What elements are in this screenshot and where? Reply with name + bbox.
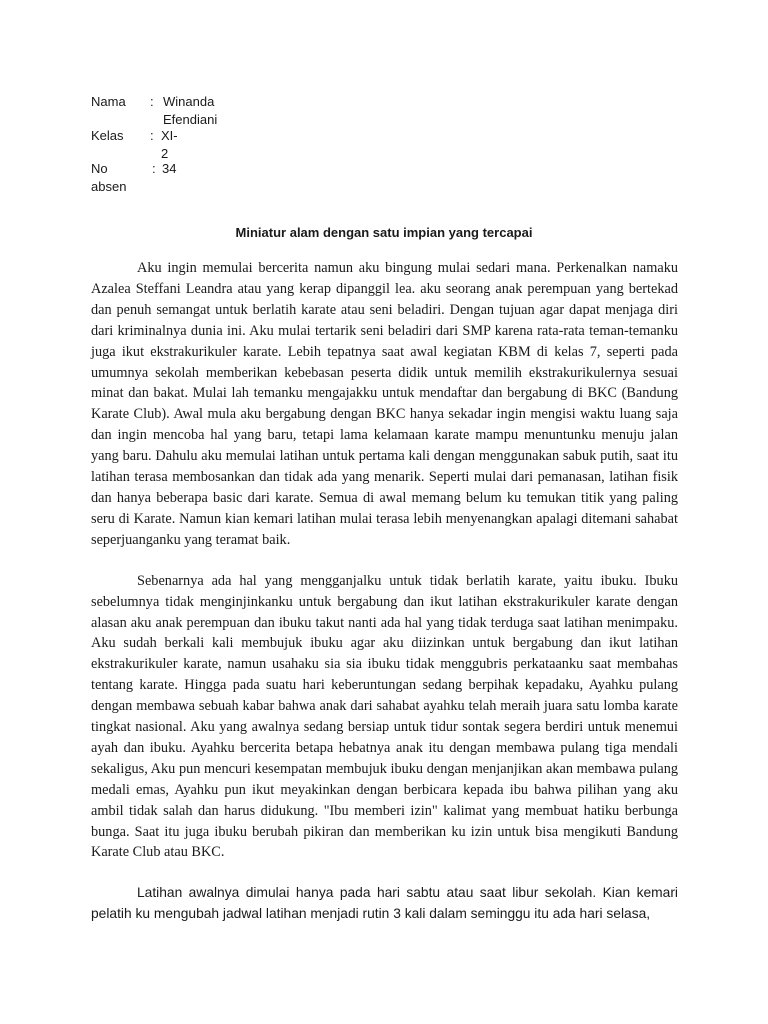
name-value: Winanda Efendiani [163, 94, 218, 127]
absen-value: 34 [162, 161, 177, 176]
paragraph: Sebenarnya ada hal yang mengganjalku untuk tidak berlatih karate, yaitu ibuku. Ibuku sebelumnya tidak menginjinkanku untuk bergabung dan ikut latihan ekstrakurikuler karate dengan alasan aku anak perempuan dan ibuku takut nanti ada hal yang tidak terduga saat latihan menimpaku. Aku sudah berkali kali membujuk ibuku agar aku diizinkan untuk bergabung dan ikut latihan ekstrakurikuler karate, namun usahaku sia sia ibuku tidak menggubris perkataanku saat membahas tentang karate. Hingga pada suatu hari keberuntungan sedang berpihak kepadaku, Ayahku pulang dengan membawa sebuah kabar bahwa anak dari sahabat ayahku telah meraih juara satu lomba karate tingkat nasional. Aku yang awalnya sedang bersiap untuk tidur sontak segera berdiri untuk menemui ayah dan ibuku. Ayahku bercerita betapa hebatnya anak itu dengan membawa pulang tiga mendali sekaligus, Aku pun mencuri kesempatan membujuk ibuku dengan menjanjikan akan membawa pulang medali emas, Ayahku pun ikut meyakinkan dengan berbicara kepada ibu bahwa pilihan yang aku ambil tidak salah dan harus didukung. "Ibu memberi izin" kalimat yang membuat hatiku berbunga bunga. Saat itu juga ibuku berubah pikiran dan memberikan ku izin untuk bisa mengikuti Bandung Karate Club atau BKC. [91, 572, 678, 861]
name-separator: : [150, 94, 154, 109]
name-label: Nama [91, 94, 126, 109]
essay-body [91, 258, 678, 945]
absen-label: No absen [91, 161, 127, 194]
paragraph: Latihan awalnya dimulai hanya pada hari sabtu atau saat libur sekolah. Kian kemari pelatih ku mengubah jadwal latihan menjadi rutin 3 kali dalam seminggu itu ada hari selasa, [91, 885, 678, 922]
essay-title: Miniatur alam dengan satu impian yang tercapai [235, 225, 533, 240]
absen-separator: : [152, 161, 156, 176]
class-label: Kelas [91, 127, 124, 143]
class-value: XI-2 [161, 127, 178, 161]
class-separator: : [150, 127, 154, 143]
paragraph: Aku ingin memulai bercerita namun aku bingung mulai sedari mana. Perkenalkan namaku Azalea Steffani Leandra atau yang kerap dipanggil lea. aku seorang anak perempuan yang bertekad dan penuh semangat untuk berlatih karate atau seni beladiri. Dengan tujuan agar dapat menjaga diri dari kriminalnya dunia ini. Aku mulai tertarik seni beladiri dari SMP karena rata-rata teman-temanku juga ikut ekstrakurikuler karate. Lebih tepatnya saat awal kegiatan KBM di kelas 7, seperti pada umumnya sekolah memberikan kebebasan peserta didik untuk memilih ekstrakurikulernya sesuai minat dan bakat. Mulai lah temanku mengajakku untuk mendaftar dan bergabung di BKC (Bandung Karate Club). Awal mula aku bergabung dengan BKC hanya sekadar ingin mengisi waktu luang saja dan ingin mencoba hal yang baru, tetapi lama kelamaan karate mampu menuntunku menuju jalan yang baru. Dahulu aku memulai latihan untuk pertama kali dengan menggunakan sabuk putih, saat itu latihan terasa membosankan dan tidak ada yang menarik. Seperti mulai dari pemanasan, latihan fisik dan hanya beberapa basic dari karate. Semua di awal memang belum ku temukan titik yang paling seru di Karate. Namun kian kemari latihan mulai terasa lebih menyenangkan apalagi ditemani sahabat seperjuanganku yang teramat baik. [91, 260, 678, 548]
